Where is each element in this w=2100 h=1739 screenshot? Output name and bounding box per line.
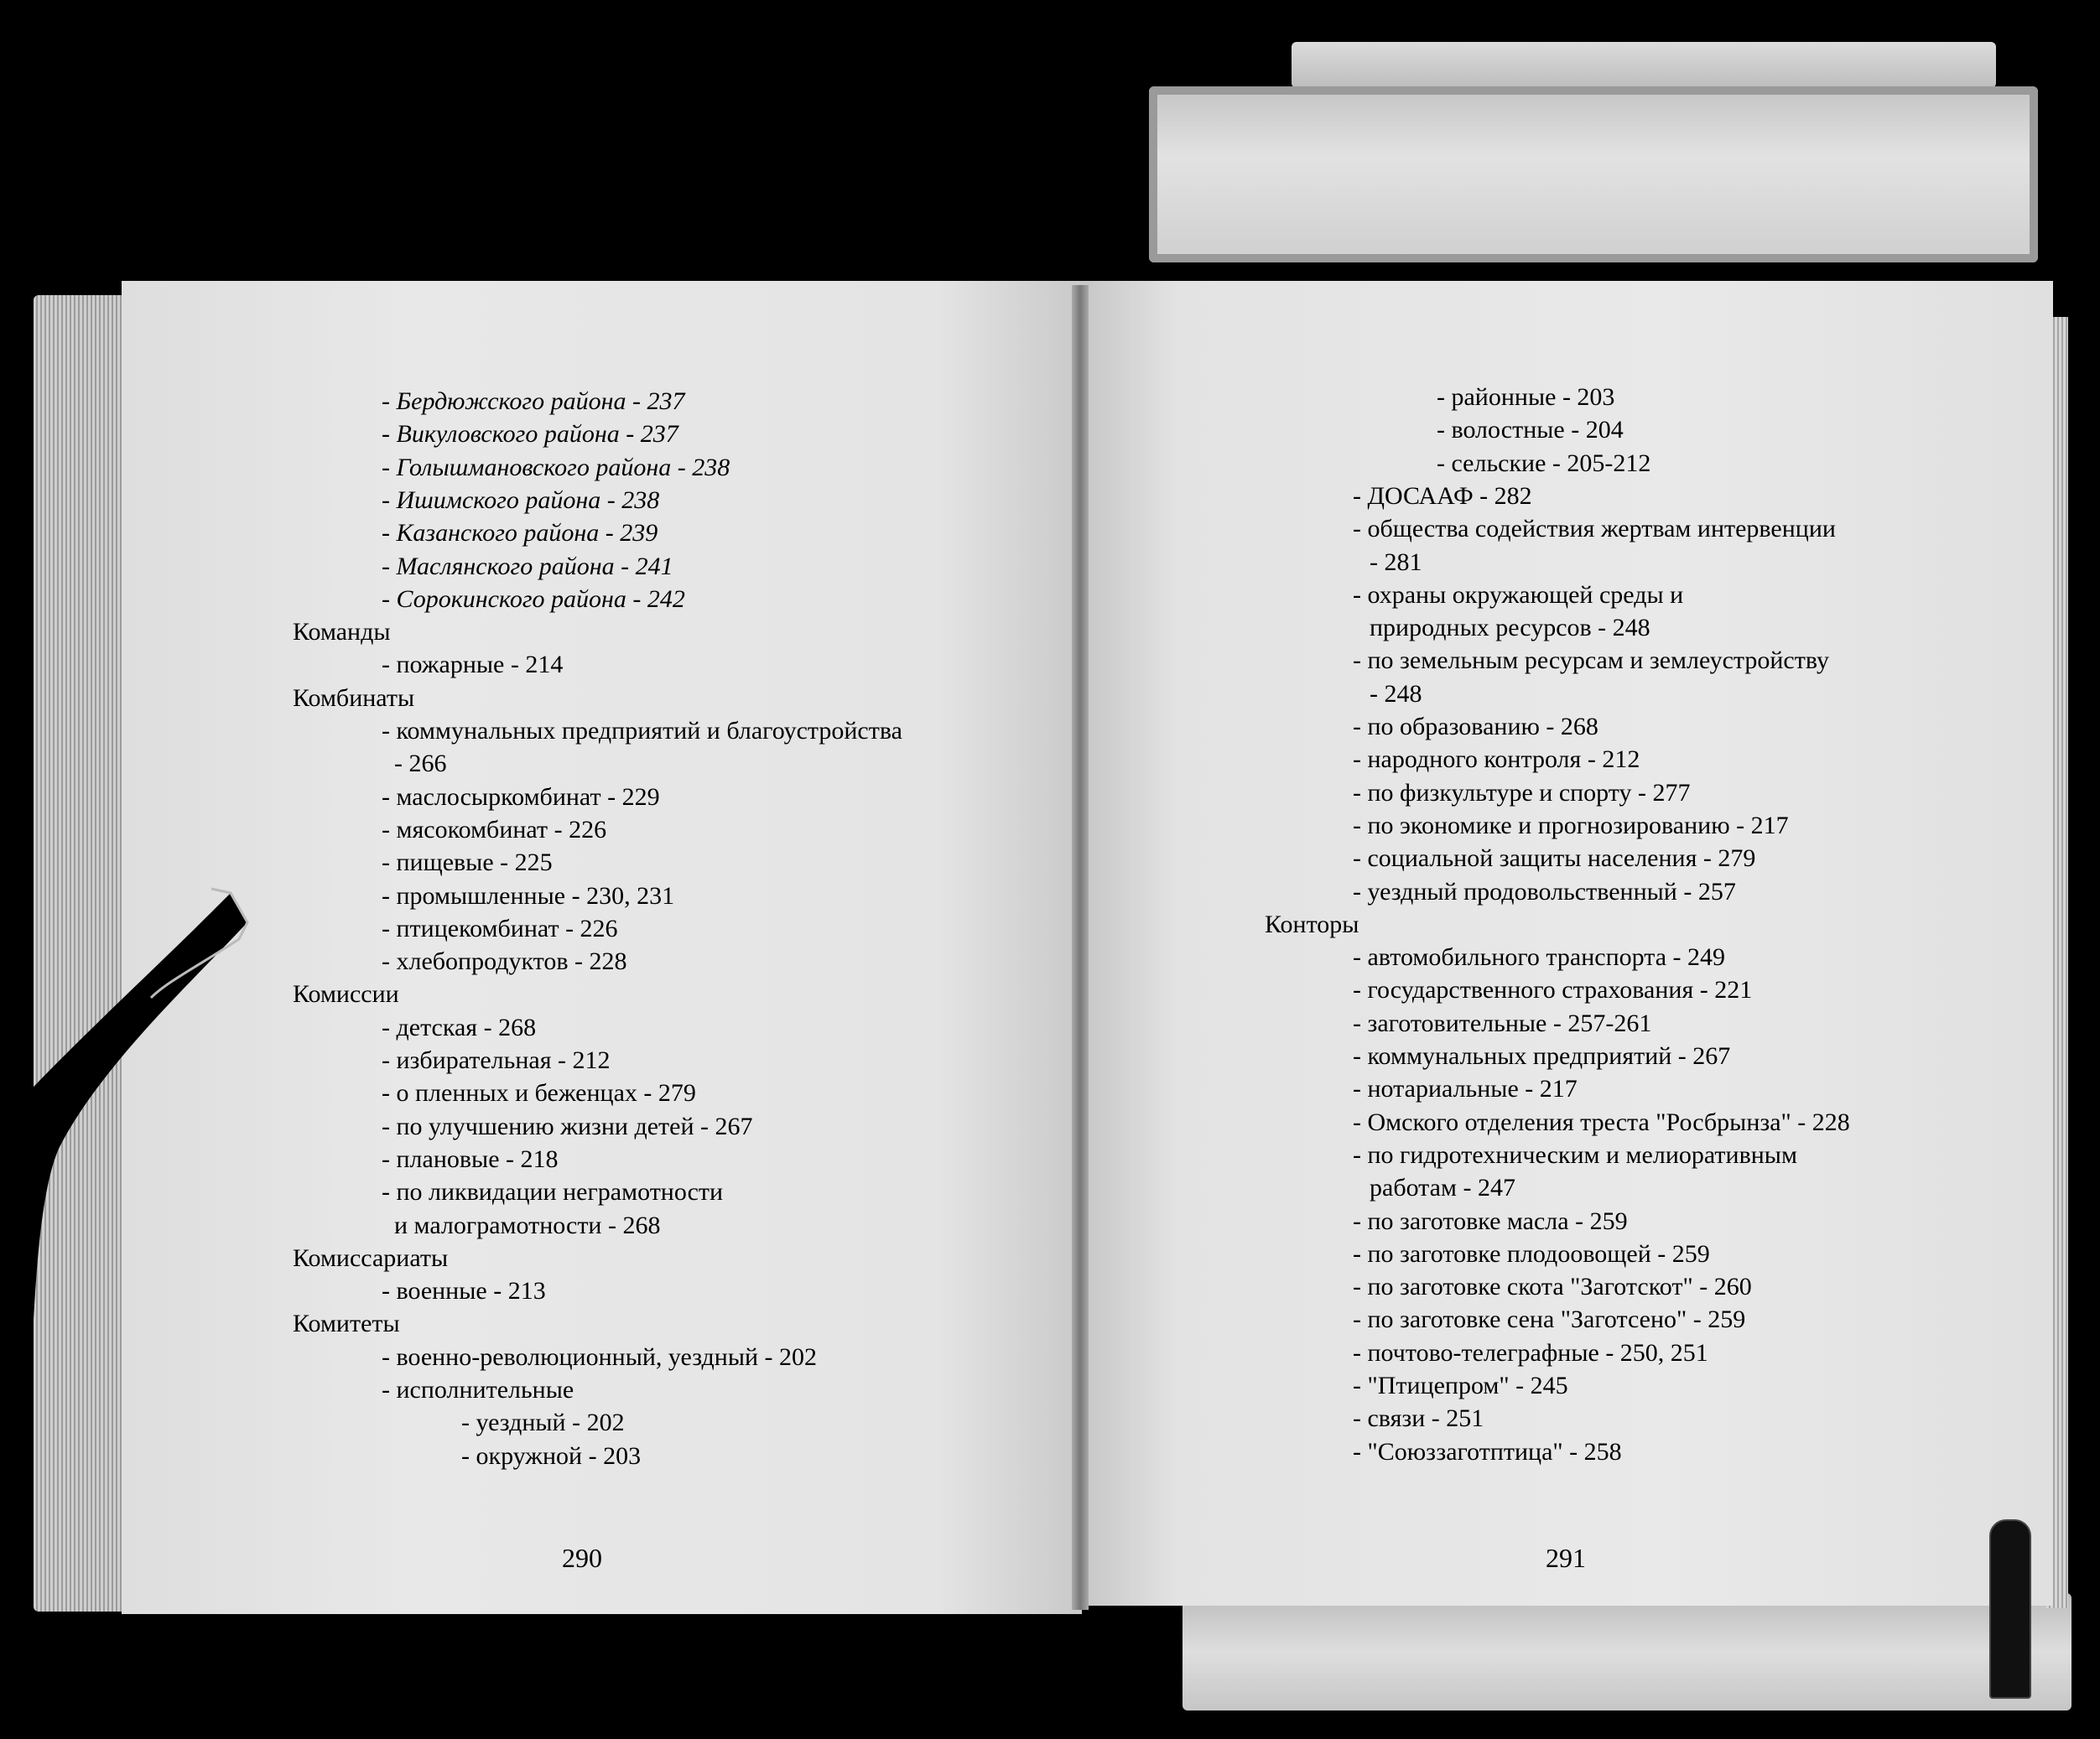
index-entry: - промышленные - 230, 231 [382,881,675,910]
background-book-bottom [1183,1593,2071,1710]
index-entry: - Бердюжского района - 237 [382,387,685,415]
ribbon-bookmark [0,872,268,1509]
index-entry: Комиссии [293,980,399,1009]
index-entry: Комиссариаты [293,1243,449,1272]
index-entry: - уездный - 202 [461,1409,625,1437]
index-entry: - почтово-телеграфные - 250, 251 [1353,1338,1708,1367]
index-entry: - общества содействия жертвам интервенции [1353,515,1836,543]
index-entry: - по гидротехническим и мелиоративным [1353,1140,1797,1169]
index-entry: - пожарные - 214 [382,651,564,679]
index-entry: - о пленных и беженцах - 279 [382,1079,696,1108]
index-entry: Комбинаты [293,683,415,712]
index-entry: - уездный продовольственный - 257 [1353,877,1736,906]
index-entry: - 266 [394,750,447,778]
index-entry: - Сорокинского района - 242 [382,584,685,613]
index-entry: - районные - 203 [1437,383,1615,411]
index-entry: - по образованию - 268 [1353,713,1598,740]
index-entry: - государственного страхования - 221 [1353,976,1753,1004]
index-entry: - Казанского района - 239 [382,519,658,548]
index-entry: - по физкультуре и спорту - 277 [1353,778,1691,807]
index-entry: - 248 [1370,679,1422,708]
index-entry: Комитеты [293,1310,400,1338]
index-entry: - нотариальные - 217 [1353,1075,1578,1103]
index-entry: - военные - 213 [382,1277,546,1306]
index-entry: - "Союззаготптица" - 258 [1353,1437,1622,1466]
index-entry: Команды [293,618,391,646]
index-entry: - "Птицепром" - 245 [1353,1372,1568,1399]
index-entry: - автомобильного транспорта - 249 [1353,943,1726,972]
index-entry: - коммунальных предприятий - 267 [1353,1042,1731,1070]
index-entry: - пищевые - 225 [382,849,553,877]
index-entry: - по заготовке сена "Заготсено" - 259 [1353,1306,1746,1334]
index-entry: - по экономике и прогнозированию - 217 [1353,811,1789,839]
background-book-top-small [1292,42,1996,88]
index-entry: - волостные - 204 [1437,416,1624,444]
index-entry: - хлебопродуктов - 228 [382,947,627,976]
index-entry: - Омского отделения треста "Росбрынза" - 228 [1353,1108,1850,1136]
index-entry: - народного контроля - 212 [1353,745,1640,774]
index-entry: - по заготовке скота "Заготскот" - 260 [1353,1273,1752,1301]
index-entry: - сельские - 205-212 [1437,449,1651,477]
index-entry: - по заготовке масла - 259 [1353,1207,1628,1235]
index-entry: - коммунальных предприятий и благоустройства [382,717,902,745]
index-entry: работам - 247 [1370,1174,1515,1202]
index-entry: - окружной - 203 [461,1441,642,1470]
index-entry: - Викуловского района - 237 [382,420,678,449]
book-gutter [1072,285,1089,1610]
index-entry: - детская - 268 [382,1013,537,1041]
index-entry: - плановые - 218 [382,1145,559,1173]
index-entry: - Маслянского района - 241 [382,552,673,580]
index-entry: - по земельным ресурсам и землеустройству [1353,646,1829,675]
background-book-top [1149,86,2038,262]
right-page-number: 291 [1546,1543,1586,1573]
index-entry: - военно-революционный, уездный - 202 [382,1342,818,1371]
index-entry: - по ликвидации неграмотности [382,1178,724,1207]
index-entry: - охраны окружающей среды и [1353,580,1684,609]
right-page [1080,281,2053,1606]
index-entry: - исполнительные [382,1376,574,1404]
index-entry: - избирательная - 212 [382,1046,611,1074]
index-entry: - заготовительные - 257-261 [1353,1009,1652,1037]
index-entry: - социальной защиты населения - 279 [1353,844,1756,873]
index-entry: - ДОСААФ - 282 [1353,481,1532,510]
index-entry: - маслосыркомбинат - 229 [382,782,660,811]
index-entry: природных ресурсов - 248 [1370,614,1650,642]
index-entry: и малограмотности - 268 [394,1211,661,1239]
binder-clip [1989,1519,2031,1699]
index-entry: - птицекомбинат - 226 [382,914,618,942]
index-entry: - 281 [1370,548,1422,576]
index-entry: - Голышмановского района - 238 [382,453,730,481]
left-page-number: 290 [562,1543,602,1573]
index-entry: - мясокомбинат - 226 [382,815,607,844]
index-entry: - по улучшению жизни детей - 267 [382,1112,753,1140]
index-entry: - Ишимского района - 238 [382,485,660,514]
index-entry: - по заготовке плодоовощей - 259 [1353,1239,1710,1268]
index-entry: - связи - 251 [1353,1404,1484,1433]
index-entry: Конторы [1265,910,1359,938]
